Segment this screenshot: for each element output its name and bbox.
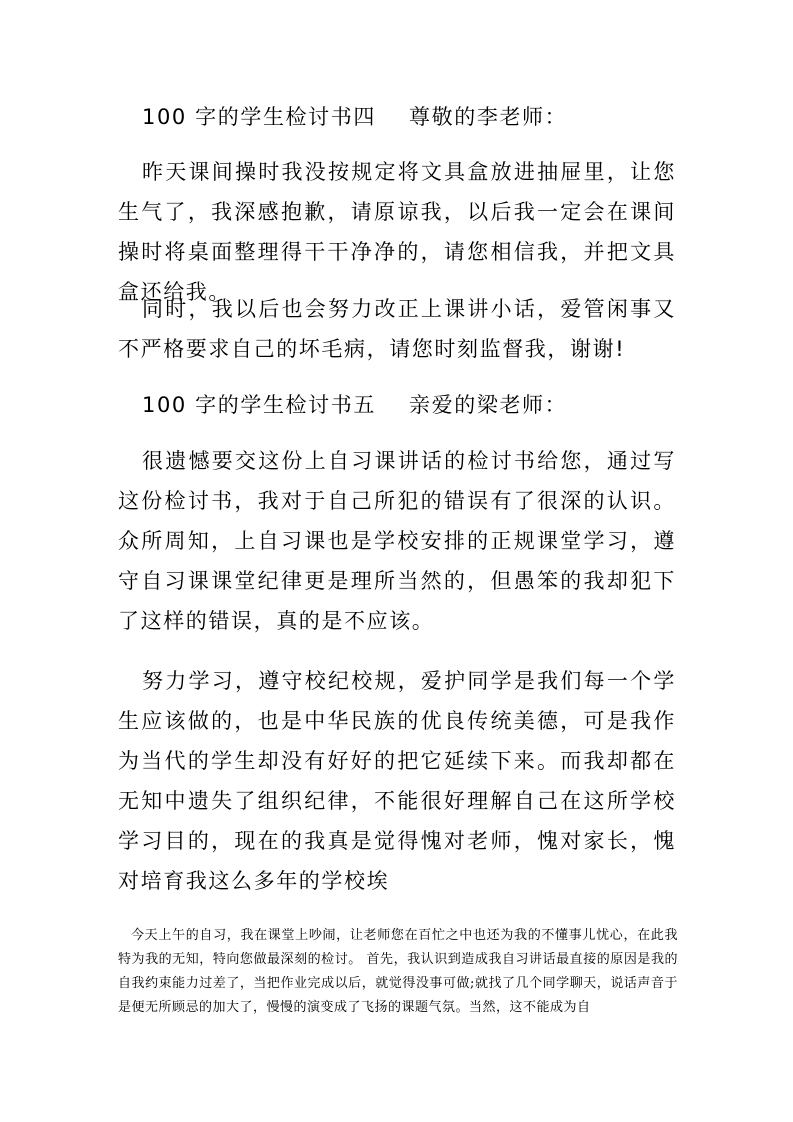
paragraph-apology-pencil-case: 昨天课间操时我没按规定将文具盒放进抽屉里，让您生气了，我深感抱歉，请原谅我，以后我一定会在课间操时将桌面整理得干干净净的，请您相信我，并把文具盒还给我。 (118, 160, 676, 304)
section-heading-5: 100 字的学生检讨书五 亲爱的梁老师： (142, 393, 568, 417)
paragraph-promise-improve: 同时，我以后也会努力改正上课讲小话，爱管闲事又不严格要求自己的坏毛病，请您时刻监督我，谢谢! (118, 297, 676, 361)
section-heading-4: 100 字的学生检讨书四 尊敬的李老师： (142, 105, 568, 129)
paragraph-self-study-apology: 很遗憾要交这份上自习课讲话的检讨书给您，通过写这份检讨书，我对于自己所犯的错误有了很深的认识。众所周知，上自习课也是学校安排的正规课堂学习，遵守自习课课堂纪律更是理所当然的，但愚笨的我却犯下了这样的错误，真的是不应该。 (118, 449, 676, 633)
paragraph-small-print-self-study: 今天上午的自习，我在课堂上吵闹，让老师您在百忙之中也还为我的不懂事儿忧心，在此我特为我的无知，特向您做最深刻的检讨。 首先，我认识到造成我自习讲话最直接的原因是我的自我约束能力过差了，当把作业完成以后，就觉得没事可做;就找了几个同学聊天，说话声音于是便无所顾忌的加大了，慢慢的演变成了飞扬的课题气氛。当然，这不能成为自 (118, 928, 678, 1015)
paragraph-discipline-reflection: 努力学习，遵守校纪校规，爱护同学是我们每一个学生应该做的，也是中华民族的优良传统美德，可是我作为当代的学生却没有好好的把它延续下来。而我却都在无知中遗失了组织纪律，不能很好理解自己在这所学校学习目的，现在的我真是觉得愧对老师，愧对家长，愧对培育我这么多年的学校埃 (118, 669, 676, 893)
